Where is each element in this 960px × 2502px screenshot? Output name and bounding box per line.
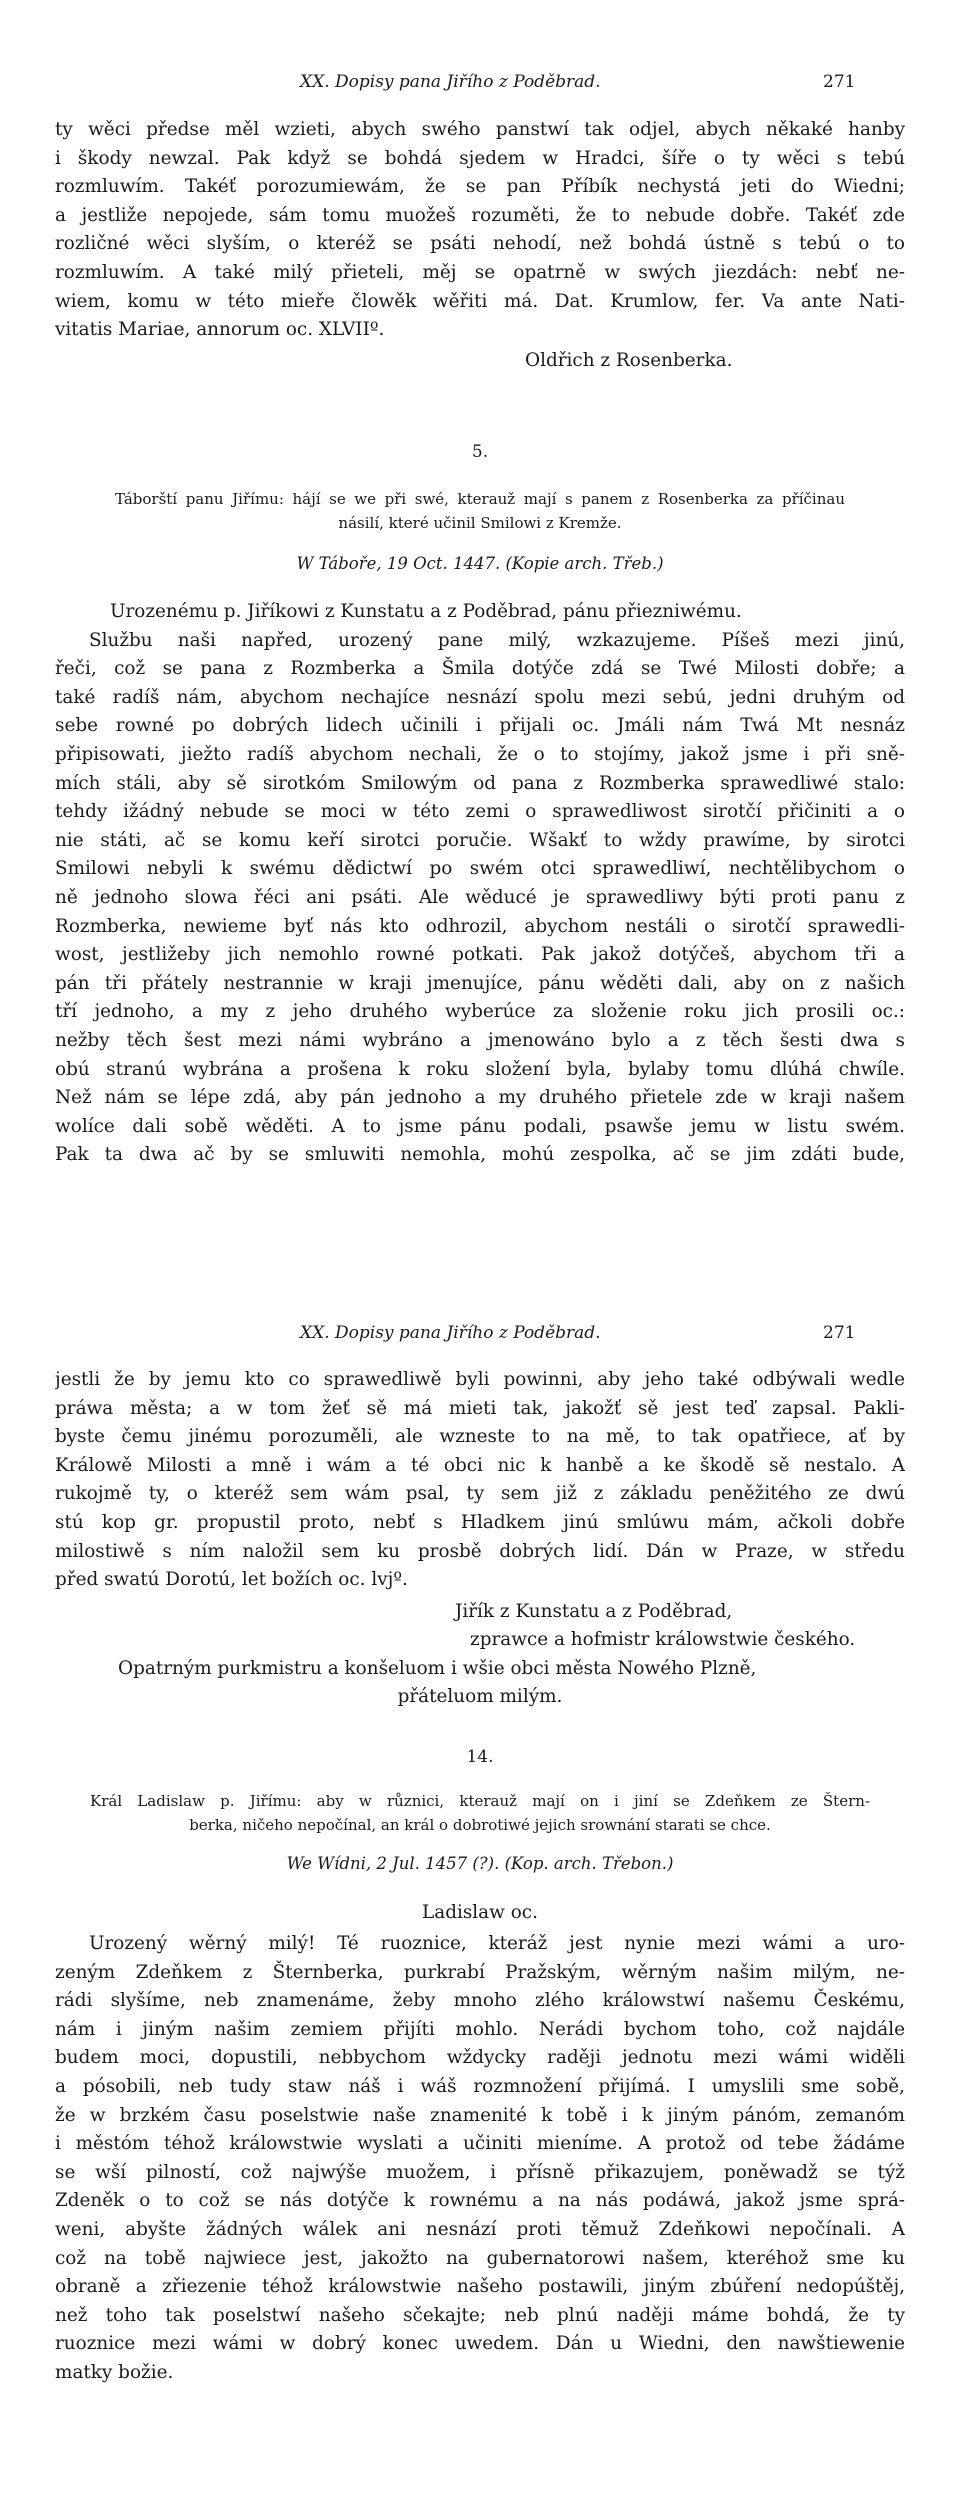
text-line: tehdy ižádný nebude se moci w této zemi o sprawedliwost sirotčí přičiniti a o xyxy=(55,801,905,823)
address-line: Opatrným purkmistru a konšeluom i wšie obci města Nowého Plzně, xyxy=(118,1658,757,1679)
text-line: připisowati, jiežto radíš abychom nechali, že o to stojímy, jakož jsme i při sně- xyxy=(55,743,905,765)
page-number: 271 xyxy=(823,72,856,92)
text-line: byste čemu jinému porozuměli, ale wzneste to na mě, to tak opatřiece, ať by xyxy=(55,1426,905,1448)
signature-line: Jiřík z Kunstatu a z Poděbrad, xyxy=(455,1601,733,1622)
text-line: Než nám se lépe zdá, aby pán jednoho a my druhého přietele zde w kraji našem xyxy=(55,1087,905,1109)
text-line: milostiwě s ním naložil sem ku prosbě dobrých lidí. Dán w Praze, w středu xyxy=(55,1540,905,1562)
page-2 xyxy=(0,1251,960,2502)
page-header xyxy=(0,72,960,100)
address-line: přáteluom milým. xyxy=(397,1686,563,1707)
text-line: zeným Zdeňkem z Šternberka, purkrabí Pražským, wěrným našim milým, ne- xyxy=(55,1961,905,1983)
text-line: Smilowi nebyli k swému dědictwí po swém otci sprawedliwí, nechtělibychom o xyxy=(55,858,905,880)
text-line: ty wěci předse měl wzieti, abych swého panstwí tak odjel, abych někaké hanby xyxy=(55,119,905,140)
text-line: Rozmberka, newieme byť nás kto odhrozil, abychom nestáli o sirotčí sprawedli- xyxy=(55,915,905,937)
text-line: Králowě Milosti a mně i wám a té obci nic k hanbě a ke škodě sě nestalo. A xyxy=(55,1454,905,1476)
text-line: matky božie. xyxy=(55,2361,174,2383)
text-line: se wší pilností, což najwýše muožem, i přísně přikazujem, poněwadž se týž xyxy=(55,2161,905,2183)
running-title: XX. Dopisy pana Jiřího z Poděbrad. xyxy=(300,1323,601,1343)
summary-line: Král Ladislaw p. Jiřímu: aby w různici, kterauž mají on i jiní se Zdeňkem ze Štern- xyxy=(90,1792,870,1810)
letter-summary xyxy=(90,1789,870,1837)
dateline: We Wídni, 2 Jul. 1457 (?). (Kop. arch. Třebon.) xyxy=(286,1854,674,1873)
text-line: mích stáli, aby sě sirotkóm Smilowým od pana z Rozmberka sprawedliwé stalo: xyxy=(55,772,905,794)
text-line: wost, jestližeby jich nemohlo rowné potkati. Pak jakož dotýčeš, abychom tři a xyxy=(55,944,905,966)
text-line: sebe rowné po dobrých lidech učinili i přijali oc. Jmáli nám Twá Mt nesnáz xyxy=(55,715,905,737)
text-line: obraně a zřiezenie téhož králowstwie našeho postawili, jiným zbúření nedopúštěj, xyxy=(55,2276,905,2298)
text-line: což na tobě najwiece jest, jakožto na gubernatorowi našem, kteréhož sme ku xyxy=(55,2247,905,2269)
text-line: budem moci, dopustili, nebbychom wždycky raději jednotu mezi wámi widěli xyxy=(55,2047,905,2069)
text-line: rukojmě ty, o kteréž sem wám psal, ty sem již z základu peněžitého ze dwú xyxy=(55,1483,905,1505)
text-line: nám i jiným našim zemiem přijíti mohlo. Nerádi bychom toho, což najdále xyxy=(55,2018,905,2040)
letter-summary xyxy=(115,487,845,535)
text-line: rozmluwím. Takéť porozumiewám, že se pan Příbík nechystá jeti do Wiedni; xyxy=(55,176,905,198)
text-line: rozličné wěci slyším, o kteréž se psáti nehodí, než bohdá ústně s tebú o to xyxy=(55,233,905,255)
text-line: a pósobili, neb tudy staw náš i wáš rozmnožení přijímá. I umyslili sme sobě, xyxy=(55,2075,905,2097)
salutation: Ladislaw oc. xyxy=(422,1902,538,1923)
text-line: ruoznice mezi wámi w dobrý konec uwedem. Dán u Wiedni, den nawštiewenie xyxy=(55,2333,905,2355)
text-line: obú stranú wybrána a prošena k roku složení byla, bylaby tomu dlúhá chwíle. xyxy=(55,1058,905,1080)
summary-line: násilí, které učinil Smilowi z Kremže. xyxy=(338,514,622,532)
dateline: W Táboře, 19 Oct. 1447. (Kopie arch. Třeb.) xyxy=(296,554,664,573)
letter-continuation xyxy=(55,1366,905,1595)
summary-line: berka, ničeho nepočínal, an král o dobrotiwé jejich srownání starati se chce. xyxy=(189,1816,771,1834)
text-line: wiem, komu w této mieře člowěk wěřiti má. Dat. Krumlow, fer. Va ante Nati- xyxy=(55,290,905,312)
text-line: nie státi, ač se komu keří sirotci poručie. Wšakť to wždy prawíme, by sirotci xyxy=(55,829,905,851)
page-header xyxy=(0,1323,960,1351)
text-line: Urozený wěrný milý! Té ruoznice, kteráž jest nynie mezi wámi a uro- xyxy=(89,1933,905,1954)
text-line: stú kop gr. propustil proto, nebť s Hladkem jinú smlúwu mám, ačkoli dobře xyxy=(55,1511,905,1533)
section-number: 5. xyxy=(471,442,489,462)
text-line: také radíš nám, abychom nechajíce nesnází spolu mezi sebú, jedni druhým od xyxy=(55,686,905,708)
text-line: Pak ta dwa ač by se smluwiti nemohla, mohú zespolka, ač se jim zdáti bude, xyxy=(55,1144,905,1166)
running-title: XX. Dopisy pana Jiřího z Poděbrad. xyxy=(300,72,601,92)
text-line: vitatis Mariae, annorum oc. XLVIIº. xyxy=(55,319,385,341)
text-line: Zdeněk o to což se nás dotýče k rownému a na nás podáwá, jakož jsme sprá- xyxy=(55,2190,905,2212)
letter-body xyxy=(55,1930,905,2388)
text-line: práwa města; a w tom žeť sě má mieti tak, jakožť sě jest teď zapsal. Pakli- xyxy=(55,1397,905,1419)
text-line: před swatú Dorotú, let božích oc. lvjº. xyxy=(55,1569,408,1591)
text-line: weni, abyšte žádných wálek ani nesnází proti těmuž Zdeňkowi nepočínali. A xyxy=(55,2218,905,2240)
text-line: wolíce dali sobě wěděti. A to jsme pánu podali, psawše jemu w listu swém. xyxy=(55,1115,905,1137)
letter-body xyxy=(55,598,905,1170)
text-line: rozmluwím. A také milý přieteli, měj se opatrně w swých jiezdách: nebť ne- xyxy=(55,261,905,283)
summary-line: Táborští panu Jiřímu: hájí se we při swé, kterauž mají s panem z Rosenberka za příčinau xyxy=(115,490,845,508)
text-line: řeči, což se pana z Rozmberka a Šmila dotýče zdá se Twé Milosti dobře; a xyxy=(55,658,905,680)
text-line: i škody newzal. Pak když se bohdá sjedem w Hradci, šíře o ty wěci s tebú xyxy=(55,147,905,169)
text-line: Službu naši napřed, urozený pane milý, wzkazujeme. Píšeš mezi jinú, xyxy=(89,629,905,651)
text-line: jestli že by jemu kto co sprawedliwě byli powinni, aby jeho také odbýwali wedle xyxy=(55,1369,905,1390)
signature-title: zprawce a hofmistr králowstwie českého. xyxy=(470,1629,856,1650)
section-number: 14. xyxy=(466,1747,494,1767)
text-line: nežby těch šest mezi námi wybráno a jmenowáno bylo a z těch šesti dwa s xyxy=(55,1029,905,1051)
salutation: Urozenému p. Jiříkowi z Kunstatu a z Poděbrad, pánu přiezniwému. xyxy=(110,601,742,622)
page-number: 271 xyxy=(823,1323,856,1343)
text-line: rádi slyšíme, neb znamenáme, žeby mnoho zlého králowstwí našemu Českému, xyxy=(55,1990,905,2012)
text-line: než toho tak poselstwí našeho sčekajte; neb plnú naději máme bohdá, že ty xyxy=(55,2304,905,2326)
text-line: i městóm téhož králowstwie wyslati a učiniti mieníme. A protož od tebe žádáme xyxy=(55,2133,905,2155)
signature: Oldřich z Rosenberka. xyxy=(525,350,733,371)
letter-continuation xyxy=(55,116,905,345)
text-line: že w brzkém času poselstwie naše znamenité k tobě i k jiným pánóm, zemanóm xyxy=(55,2104,905,2126)
text-line: pán tři přátely nestrannie w kraji jmenujíce, pánu wěděti dali, aby on z našich xyxy=(55,972,905,994)
text-line: a jestliže nepojede, sám tomu muožeš rozuměti, že to nebude dobře. Takéť zde xyxy=(55,204,905,226)
text-line: tří jednoho, a my z jeho druhého wyberúce za složenie roku jich prosili oc.: xyxy=(55,1001,905,1023)
text-line: ně jednoho slowa řéci ani psáti. Ale wěducé je sprawedliwy býti proti panu z xyxy=(55,886,905,908)
